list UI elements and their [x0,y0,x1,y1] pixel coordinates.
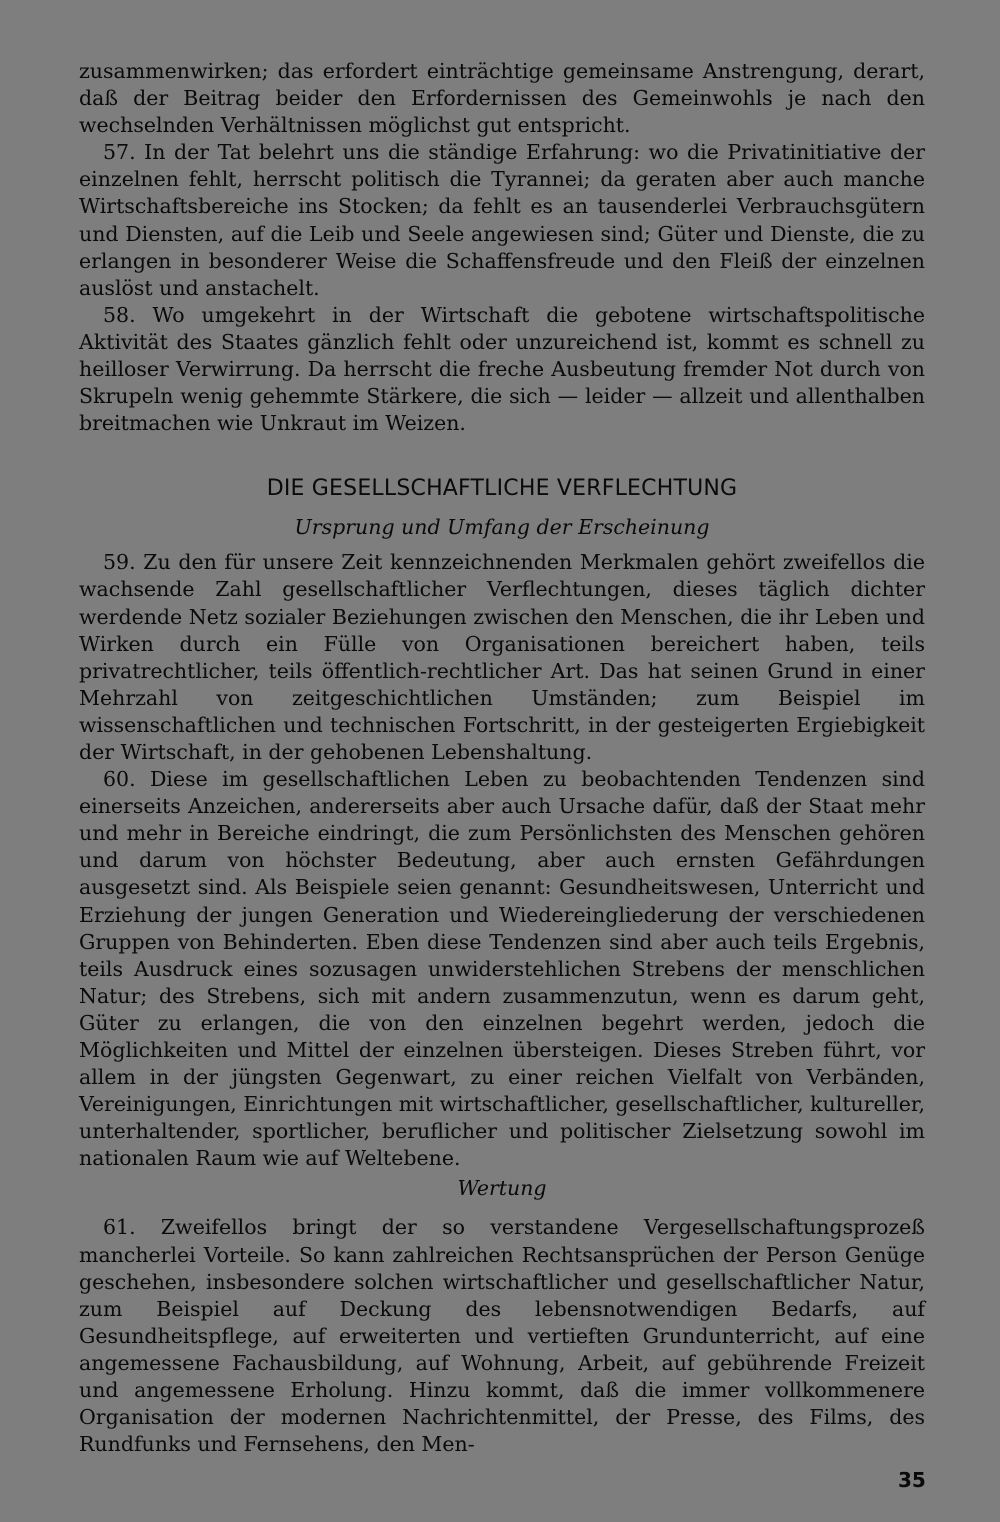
paragraph-58: 58. Wo umgekehrt in der Wirtschaft die gebotene wirtschaftspolitische Aktivität des Staates gänzlich fehlt oder unzureichend ist, kommt es schnell zu heilloser Verwirrung. Da herrscht die freche Ausbeutung fremder Not durch von Skrupeln wenig gehemmte Stärkere, die sich — leider — allzeit und allenthalben breitmachen wie Unkraut im Weizen. [79,302,925,436]
subtitle-evaluation: Wertung [457,1176,547,1201]
paragraph-57: 57. In der Tat belehrt uns die ständige Erfahrung: wo die Privatinitiative der einzelnen fehlt, herrscht politisch die Tyrannei; da geraten aber auch manche Wirtschaftsbereiche ins Stocken; da fehlt es an tausenderlei Verbrauchsgütern und Diensten, auf die Leib und Seele angewiesen sind; Güter und Dienste, die zu erlangen in besonderer Weise die Schaffensfreude und den Fleiß der einzelnen auslöst und anstachelt. [79,140,925,300]
paragraph-59: 59. Zu den für unsere Zeit kennzeichnenden Merkmalen gehört zweifellos die wachsende Zahl gesellschaftlicher Verflechtungen, dieses täglich dichter werdende Netz sozialer Beziehungen zwischen den Menschen, die ihr Leben und Wirken durch ein Fülle von Organisationen bereichert haben, teils privatrechtlicher, teils öffentlich-rechtlicher Art. Das hat seinen Grund in einer Mehrzahl von zeitgeschichtlichen Umständen; zum Beispiel im wissenschaftlichen und technischen Fortschritt, in der gesteigerten Ergiebigkeit der Wirtschaft, in der gehobenen Lebenshaltung. [79,550,925,764]
paragraph-60: 60. Diese im gesellschaftlichen Leben zu beobachtenden Tendenzen sind einerseits Anzeichen, andererseits aber auch Ursache dafür, daß der Staat mehr und mehr in Bereiche eindringt, die zum Persönlichsten des Menschen gehören und darum von höchster Bedeutung, aber auch ernsten Gefährdungen ausgesetzt sind. Als Beispiele seien genannt: Gesundheitswesen, Unterricht und Erziehung der jungen Generation und Wiedereingliederung der verschiedenen Gruppen von Behinderten. Eben diese Tendenzen sind aber auch teils Ergebnis, teils Ausdruck eines sozusagen unwiderstehlichen Strebens der menschlichen Natur; des Strebens, sich mit andern zusammenzutun, wenn es darum geht, Güter zu erlangen, die von den einzelnen begehrt werden, jedoch die Möglichkeiten und Mittel der einzelnen übersteigen. Dieses Streben führt, vor allem in der jüngsten Gegenwart, zu einer reichen Vielfalt von Verbänden, Vereinigungen, Einrichtungen mit wirtschaftlicher, gesellschaftlicher, kultureller, unterhaltender, sportlicher, beruflicher und politischer Zielsetzung sowohl im nationalen Raum wie auf Weltebene. [79,767,925,1171]
page-number: 35 [898,1468,926,1492]
section-title: DIE GESELLSCHAFTLICHE VERFLECHTUNG [266,476,738,502]
paragraph-continuation: zusammenwirken; das erfordert einträchtige gemeinsame Anstrengung, derart, daß der Beitrag beider den Erfordernissen des Gemeinwohls je nach den wechselnden Verhältnissen möglichst gut entspricht. [79,59,925,138]
paragraph-61: 61. Zweifellos bringt der so verstandene Vergesellschaftungsprozeß mancherlei Vorteile. So kann zahlreichen Rechtsansprüchen der Person Genüge geschehen, insbesondere solchen wirtschaftlicher und gesellschaftlicher Natur, zum Beispiel auf Deckung des lebensnotwendigen Bedarfs, auf Gesundheitspflege, auf erweiterten und vertieften Grundunterricht, auf eine angemessene Fachausbildung, auf Wohnung, Arbeit, auf gebührende Freizeit und angemessene Erholung. Hinzu kommt, daß die immer vollkommenere Organisation der modernen Nachrichtenmittel, der Presse, des Films, des Rundfunks und Fernsehens, den Men- [79,1215,925,1457]
page-content [79,58,925,1458]
subtitle-origin: Ursprung und Umfang der Erscheinung [294,515,710,540]
